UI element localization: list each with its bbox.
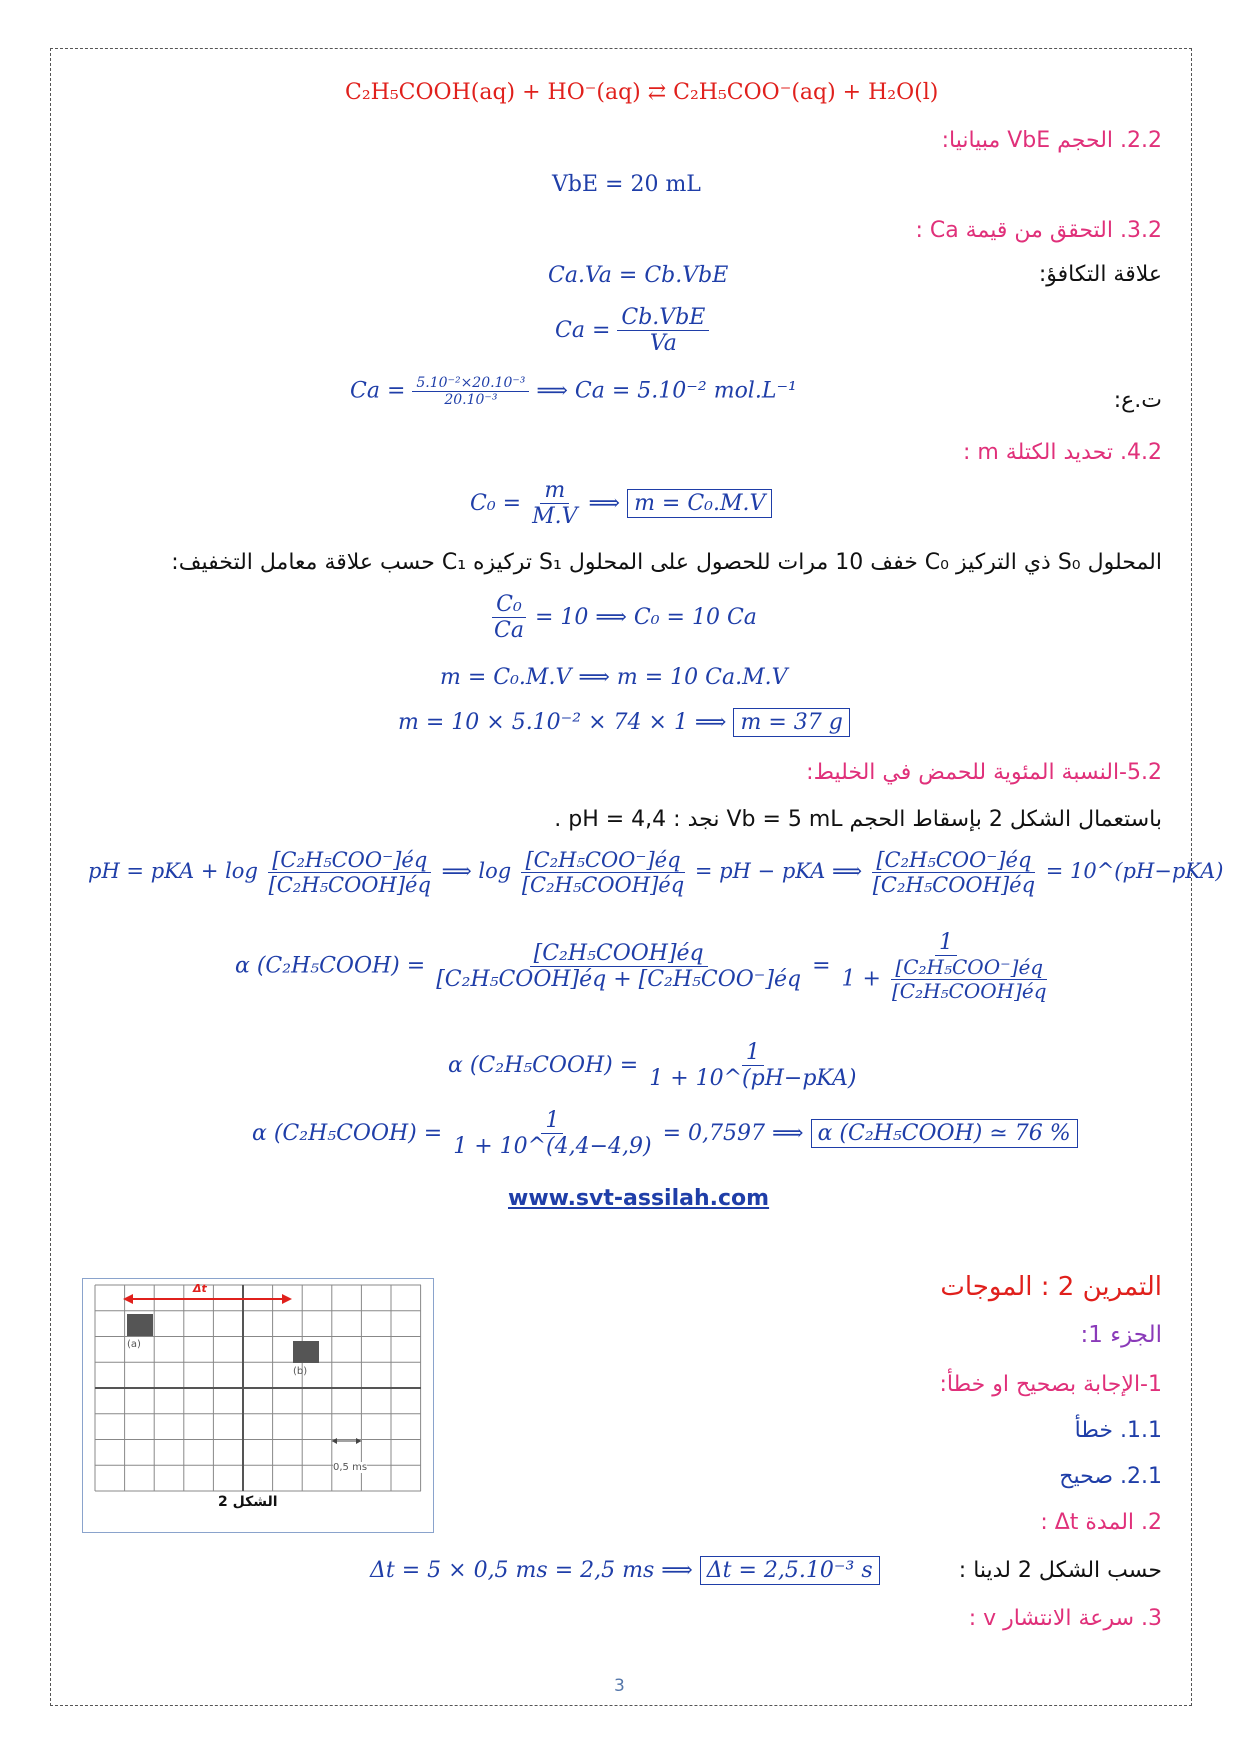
s32-eq1: Ca.Va = Cb.VbE [548,263,729,288]
s22-title: 2.2. الحجم VbE مبيانيا: [941,128,1162,153]
s32-equiv-label: علاقة التكافؤ: [1038,262,1162,287]
s32-eq2: Ca = $\frac{\text{Cb.VbE}}{Va}$ [555,305,709,357]
page-number: 3 [614,1676,625,1696]
s22-result: VbE = 20 mL [552,172,701,197]
ex2-title: التمرين 2 : الموجات [940,1272,1162,1302]
reaction-equation: C₂H₅COOH(aq) + HO⁻(aq) ⇄ C₂H₅COO⁻(aq) + H₂O(l) [345,80,939,105]
website-link[interactable]: www.svt-assilah.com [508,1186,770,1211]
s42-mass-box: m = 37 g [733,708,849,737]
s42-title: 4.2. تحديد الكتلة m : [962,440,1162,465]
figure-a-label: (a) [127,1339,141,1350]
ex2-q12: 2.1. صحيح [1059,1464,1162,1489]
s32-app-label: ت.ع: [1113,388,1162,413]
ex2-q11: 1.1. خطأ [1074,1418,1162,1443]
s42-result-box: m = C₀.M.V [627,489,772,518]
ex2-q3: 3. سرعة الانتشار v : [968,1606,1162,1631]
s52-eq4: α (C₂H₅COOH) = $\frac{1}{1 + 10\^{}(4,4-4,9)}$ = 0,7597 ⟹ α (C₂H₅COOH) ≃ 76 % [252,1108,1078,1160]
ex2-q2-eq: Δt = 5 × 0,5 ms = 2,5 ms ⟹ Δt = 2,5.10⁻³ s [370,1558,880,1583]
ex2-q1: 1-الإجابة بصحيح او خطأ: [939,1372,1162,1397]
s52-alpha-box: α (C₂H₅COOH) ≃ 76 % [811,1119,1078,1148]
s52-title: 5.2-النسبة المئوية للحمض في الخليط: [806,760,1162,785]
figure-caption: الشكل 2 [218,1494,278,1510]
s52-eq2: α (C₂H₅COOH) = $\frac{\text{[C₂H₅COOH]éq}}{\text{[C₂H₅COOH]éq + [C₂H₅COO⁻]éq}}$ = 1 1 + $\frac{\text{[C₂H₅COO⁻]éq}}{\text{[C₂H₅COOH]éq}}$ [235,930,1047,1004]
ex2-part: الجزء 1: [1080,1322,1162,1348]
s52-eq1: pH = pKA + log $\frac{\text{[C₂H₅COO⁻]éq}}{\text{[C₂H₅COOH]éq}}$ ⟹ log $\frac{\text{[C₂H₅COO⁻]éq}}{\text{[C₂H₅COOH]éq}}$ = pH − pKA ⟹ $\frac{\text{[C₂H₅COO⁻]éq}}{\text{[C₂H₅COOH]éq}}$ = 10^(pH−pKA) [88,848,1224,898]
s42-eq2: $\frac{\text{C₀}}{Ca}$ = 10 ⟹ C₀ = 10 Ca [494,592,757,644]
figure-dt-label: Δt [193,1282,207,1295]
s42-eq3: m = C₀.M.V ⟹ m = 10 Ca.M.V [440,665,788,690]
s52-text: باستعمال الشكل 2 بإسقاط الحجم Vb = 5 mL نجد : pH = 4,4 . [554,807,1162,832]
s32-title: 3.2. التحقق من قيمة Ca : [915,218,1162,243]
s52-eq3: α (C₂H₅COOH) = $\frac{1}{\text{1 + 10\textasciicircum{}(pH−pKA)}}$ [448,1040,857,1092]
figure-scale-label: 0,5 ms [333,1462,368,1473]
ex2-q2: 2. المدة Δt : [1040,1510,1162,1535]
ex2-dt-box: Δt = 2,5.10⁻³ s [700,1556,880,1585]
s32-eq3: Ca = $\frac{\text{5.10⁻²×20.10⁻³}}{\text{20.10⁻³}}$ ⟹ Ca = 5.10⁻² mol.L⁻¹ [350,375,797,409]
s42-text: المحلول S₀ ذي التركيز C₀ خفف 10 مرات للحصول على المحلول S₁ تركيزه C₁ حسب علاقة معامل التخفيف: [171,550,1162,575]
figure-oscilloscope [82,1278,434,1533]
ex2-q2-text: حسب الشكل 2 لدينا : [958,1558,1162,1583]
figure-b-label: (b) [293,1366,308,1377]
s42-eq1: C₀ = $\frac{m}{M.V}$ ⟹ m = C₀.M.V [470,478,772,530]
s42-eq4: m = 10 × 5.10⁻² × 74 × 1 ⟹ m = 37 g [398,710,850,735]
